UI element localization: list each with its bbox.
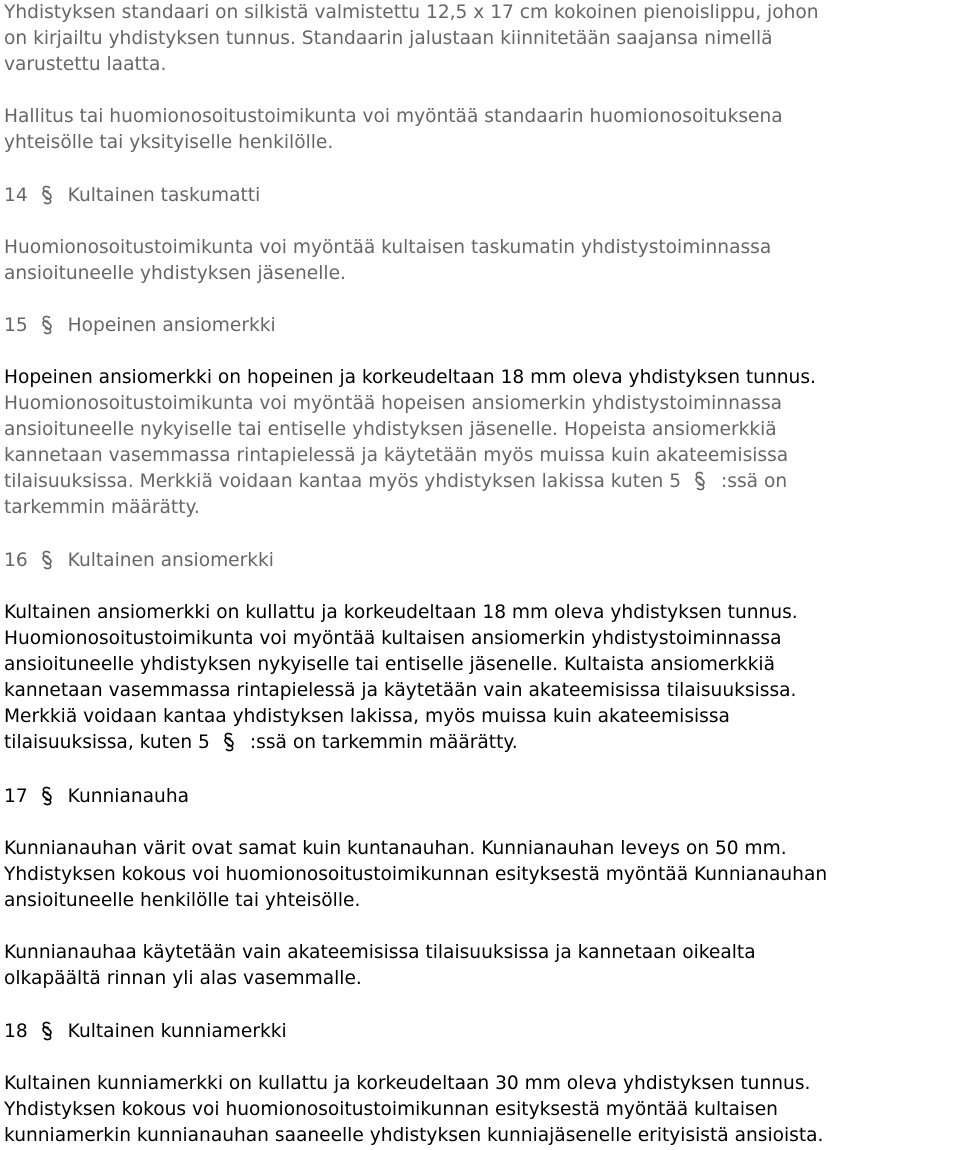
section-sign-icon — [36, 183, 58, 207]
section-18-line-3: kunniamerkin kunnianauhan saaneelle yhdistyksen kunniajäsenelle erityisistä ansioista. — [4, 1125, 824, 1146]
section-ref-tail: :ssä on — [721, 471, 788, 492]
intro-p2-line-1: Hallitus tai huomionosoitustoimikunta voi myöntää standaarin huomionosoituksena — [4, 106, 783, 127]
section-title: Kunnianauha — [67, 786, 189, 807]
section-16-line-6-text: tilaisuuksissa, kuten 5 — [4, 732, 210, 753]
section-18-line-1: Kultainen kunniamerkki on kullattu ja korkeudeltaan 30 mm oleva yhdistyksen tunnus. — [4, 1073, 811, 1094]
section-15-line-2: Huomionosoitustoimikunta voi myöntää hopeisen ansiomerkin yhdistystoiminnassa — [4, 393, 783, 414]
section-17-heading — [4, 784, 189, 810]
section-sign-icon — [36, 313, 58, 337]
section-15-line-5-text: tilaisuuksissa. Merkkiä voidaan kantaa myös yhdistyksen lakissa kuten 5 — [4, 471, 682, 492]
section-15-line-6: tarkemmin määrätty. — [4, 497, 200, 518]
section-17-line-5: olkapäältä rinnan yli alas vasemmalle. — [4, 968, 362, 989]
section-title: Hopeinen ansiomerkki — [67, 315, 276, 336]
section-17-line-3: ansioituneelle henkilölle tai yhteisölle. — [4, 890, 361, 911]
section-15-line-1: Hopeinen ansiomerkki on hopeinen ja korkeudeltaan 18 mm oleva yhdistyksen tunnus. — [4, 367, 816, 388]
section-title: Kultainen kunniamerkki — [67, 1021, 287, 1042]
section-title: Kultainen ansiomerkki — [67, 550, 274, 571]
section-sign-icon — [36, 1019, 58, 1043]
section-17-line-4: Kunnianauhaa käytetään vain akateemisissa tilaisuuksissa ja kannetaan oikealta — [4, 942, 756, 963]
section-16-line-2: Huomionosoitustoimikunta voi myöntää kultaisen ansiomerkin yhdistystoiminnassa — [4, 628, 782, 649]
section-14-line-2: ansioituneelle yhdistyksen jäsenelle. — [4, 263, 346, 284]
section-17-line-2: Yhdistyksen kokous voi huomionosoitustoimikunnan esityksestä myöntää Kunnianauhan — [4, 864, 828, 885]
section-sign-icon — [218, 730, 240, 754]
section-14-heading — [4, 183, 260, 209]
section-17-line-1: Kunnianauhan värit ovat samat kuin kuntanauhan. Kunnianauhan leveys on 50 mm. — [4, 838, 787, 859]
section-number: 16 — [4, 550, 28, 571]
section-15-line-5 — [4, 469, 787, 495]
section-15-line-4: kannetaan vasemmassa rintapielessä ja käytetään myös muissa kuin akateemisissa — [4, 445, 789, 466]
section-15-heading — [4, 313, 276, 339]
intro-p2-line-2: yhteisölle tai yksityiselle henkilölle. — [4, 132, 334, 153]
section-15-line-3: ansioituneelle nykyiselle tai entiselle yhdistyksen jäsenelle. Hopeista ansiomerkkiä — [4, 419, 777, 440]
section-18-line-2: Yhdistyksen kokous voi huomionosoitustoimikunnan esityksestä myöntää kultaisen — [4, 1099, 778, 1120]
intro-p1-line-3: varustettu laatta. — [4, 54, 167, 75]
section-16-line-5: Merkkiä voidaan kantaa yhdistyksen lakissa, myös muissa kuin akateemisissa — [4, 706, 730, 727]
section-number: 14 — [4, 185, 28, 206]
section-sign-icon — [36, 548, 58, 572]
section-16-line-4: kannetaan vasemmassa rintapielessä ja käytetään vain akateemisissa tilaisuuksissa. — [4, 680, 797, 701]
intro-p1-line-2: on kirjailtu yhdistyksen tunnus. Standaarin jalustaan kiinnitetään saajansa nimellä — [4, 28, 773, 49]
section-title: Kultainen taskumatti — [67, 185, 261, 206]
section-number: 15 — [4, 315, 28, 336]
section-18-heading — [4, 1019, 287, 1045]
section-sign-icon — [689, 469, 711, 493]
section-number: 18 — [4, 1021, 28, 1042]
section-16-line-3: ansioituneelle yhdistyksen nykyiselle tai entiselle jäsenelle. Kultaista ansiomerkkiä — [4, 654, 775, 675]
intro-p1-line-1: Yhdistyksen standaari on silkistä valmistettu 12,5 x 17 cm kokoinen pienoislippu, johon — [4, 2, 819, 23]
section-ref-tail: :ssä on tarkemmin määrätty. — [249, 732, 518, 753]
section-16-line-6 — [4, 730, 518, 756]
section-14-line-1: Huomionosoitustoimikunta voi myöntää kultaisen taskumatin yhdistystoiminnassa — [4, 237, 772, 258]
section-16-heading — [4, 548, 274, 574]
section-sign-icon — [36, 784, 58, 808]
section-number: 17 — [4, 786, 28, 807]
section-16-line-1: Kultainen ansiomerkki on kullattu ja korkeudeltaan 18 mm oleva yhdistyksen tunnus. — [4, 602, 798, 623]
